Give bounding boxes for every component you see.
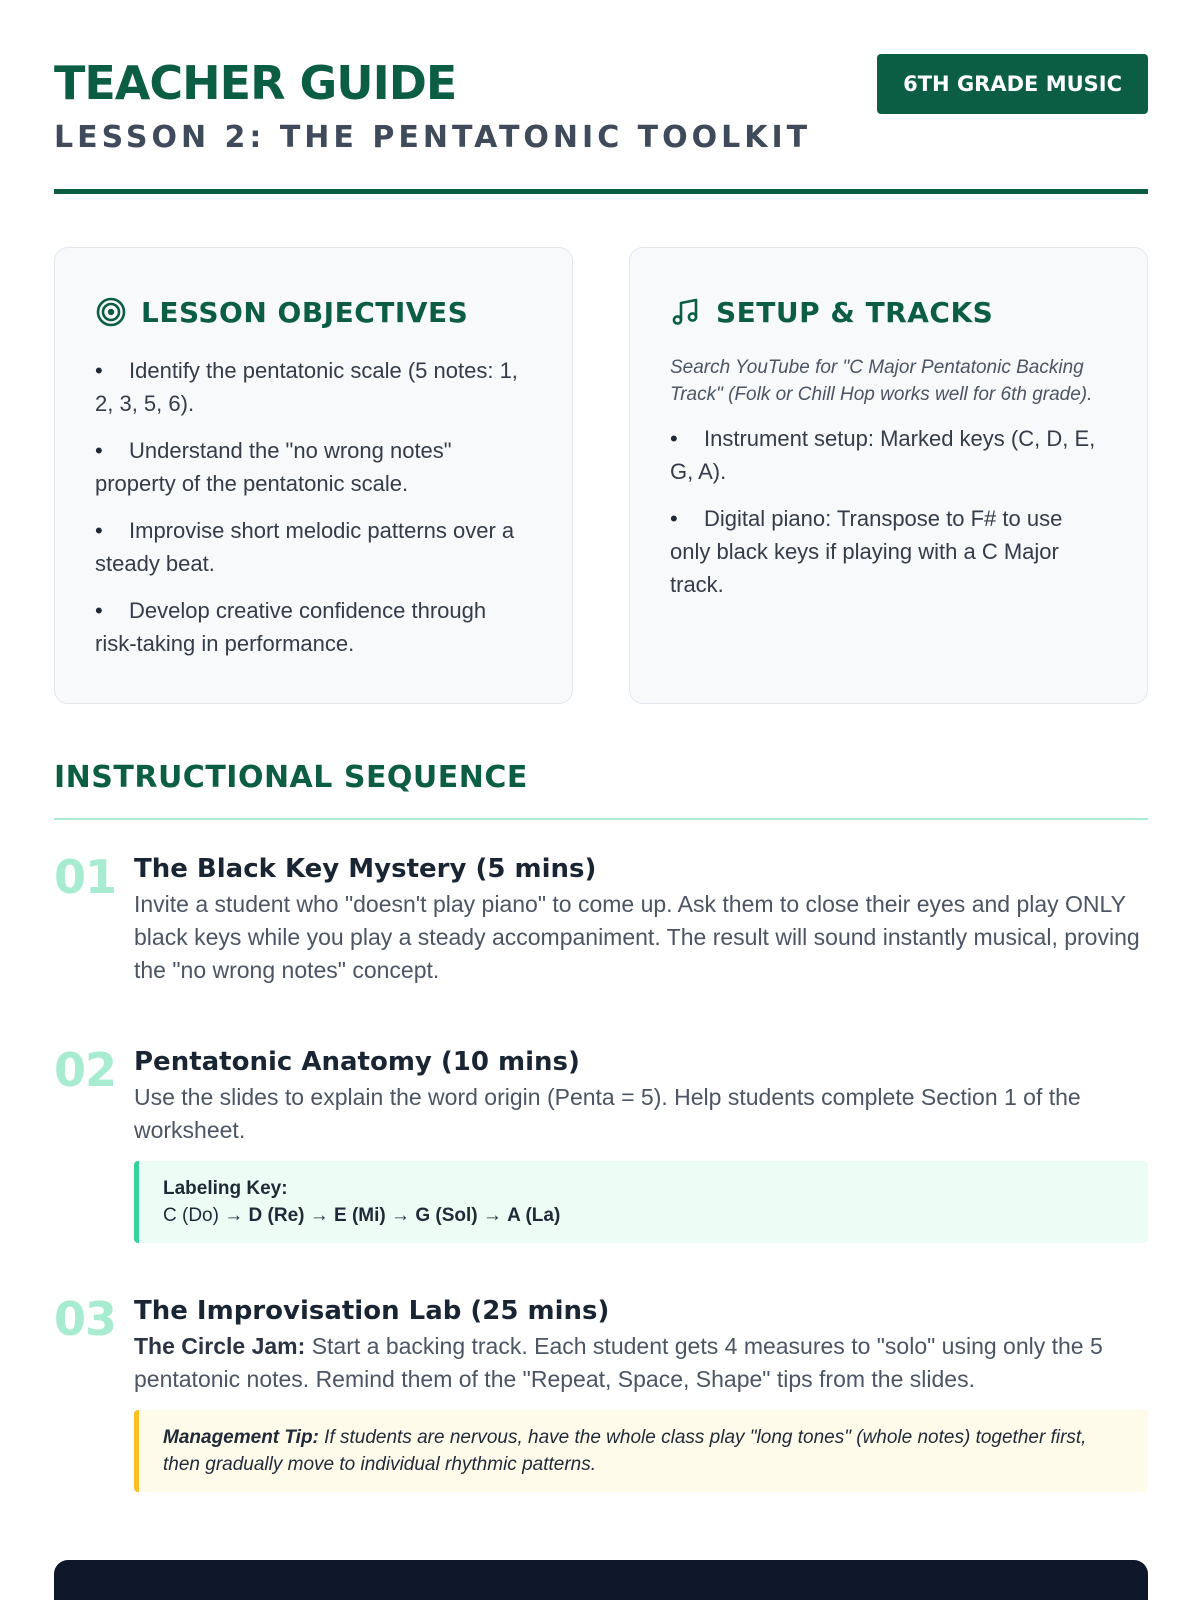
objectives-card [54, 247, 573, 704]
step-number: 01 [54, 850, 117, 904]
setup-note: Search YouTube for "C Major Pentatonic Backing Track" (Folk or Chill Hop works well for 6th grade). [670, 357, 1093, 405]
step-title: The Improvisation Lab (25 mins) [134, 1296, 610, 1326]
list-item: • Improvise short melodic patterns over a steady beat. [95, 514, 532, 580]
note-label: G (Sol) [415, 1205, 478, 1226]
note-label: E (Mi) [334, 1205, 386, 1226]
sequence-title: INSTRUCTIONAL SEQUENCE [54, 760, 1148, 820]
labeling-key-callout [134, 1161, 1148, 1243]
management-tip-callout [134, 1410, 1148, 1492]
objectives-header [95, 294, 532, 330]
lesson-subtitle: LESSON 2: THE PENTATONIC TOOLKIT [54, 120, 812, 155]
page-title: TEACHER GUIDE [54, 56, 457, 110]
step-title: The Black Key Mystery (5 mins) [134, 854, 597, 884]
note-sequence [163, 1202, 1124, 1229]
tip-body: If students are nervous, have the whole class play "long tones" (whole notes) together first, then gradually move to individual rhythmic patterns. [163, 1427, 1087, 1475]
step-text-lead: The Circle Jam: [134, 1333, 306, 1359]
step-number: 03 [54, 1292, 117, 1346]
arrow-icon: → [309, 1205, 329, 1226]
objectives-list [95, 354, 532, 660]
list-item: • Identify the pentatonic scale (5 notes: 1, 2, 3, 5, 6). [95, 354, 532, 420]
step-text: Use the slides to explain the word origin (Penta = 5). Help students complete Section 1 of the worksheet. [134, 1084, 1081, 1143]
info-cards [54, 247, 1148, 704]
list-item: • Digital piano: Transpose to F# to use only black keys if playing with a C Major track. [670, 502, 1107, 601]
step-body [134, 1292, 1148, 1492]
footer-bar [54, 1560, 1148, 1600]
step-body [134, 850, 1148, 987]
step-text [134, 1330, 1148, 1396]
arrow-icon: → [391, 1205, 411, 1226]
step-text: Invite a student who "doesn't play piano" to come up. Ask them to close their eyes and play ONLY black keys while you play a steady accompaniment. The result will sound instantly musical, proving the "no wrong notes" concept. [134, 891, 1140, 983]
step-body [134, 1043, 1148, 1243]
grade-badge: 6TH GRADE MUSIC [877, 54, 1148, 114]
step-number: 02 [54, 1043, 117, 1097]
tip-label: Management Tip: [163, 1427, 319, 1448]
setup-header [670, 294, 1107, 330]
objectives-title: LESSON OBJECTIVES [141, 295, 469, 329]
step-text-body: Start a backing track. Each student gets 4 measures to "solo" using only the 5 pentatonic notes. Remind them of the "Repeat, Space, Shape" tips from the slides. [134, 1333, 1103, 1392]
step-title: Pentatonic Anatomy (10 mins) [134, 1047, 580, 1077]
page-header [54, 0, 1148, 194]
setup-list [670, 422, 1107, 601]
teacher-guide-page [54, 0, 1148, 1475]
setup-title: SETUP & TRACKS [716, 295, 994, 329]
note-label: A (La) [507, 1205, 561, 1226]
tip-text [163, 1424, 1124, 1478]
music-note-icon [670, 296, 702, 328]
callout-label: Labeling Key: [163, 1178, 288, 1199]
list-item: • Instrument setup: Marked keys (C, D, E, G, A). [670, 422, 1107, 488]
setup-card [629, 247, 1148, 704]
note-label: C (Do) [163, 1205, 219, 1226]
note-label: D (Re) [248, 1205, 305, 1226]
list-item: • Develop creative confidence through risk-taking in performance. [95, 594, 532, 660]
arrow-icon: → [224, 1205, 244, 1226]
target-icon [95, 296, 127, 328]
arrow-icon: → [482, 1205, 502, 1226]
list-item: • Understand the "no wrong notes" property of the pentatonic scale. [95, 434, 532, 500]
